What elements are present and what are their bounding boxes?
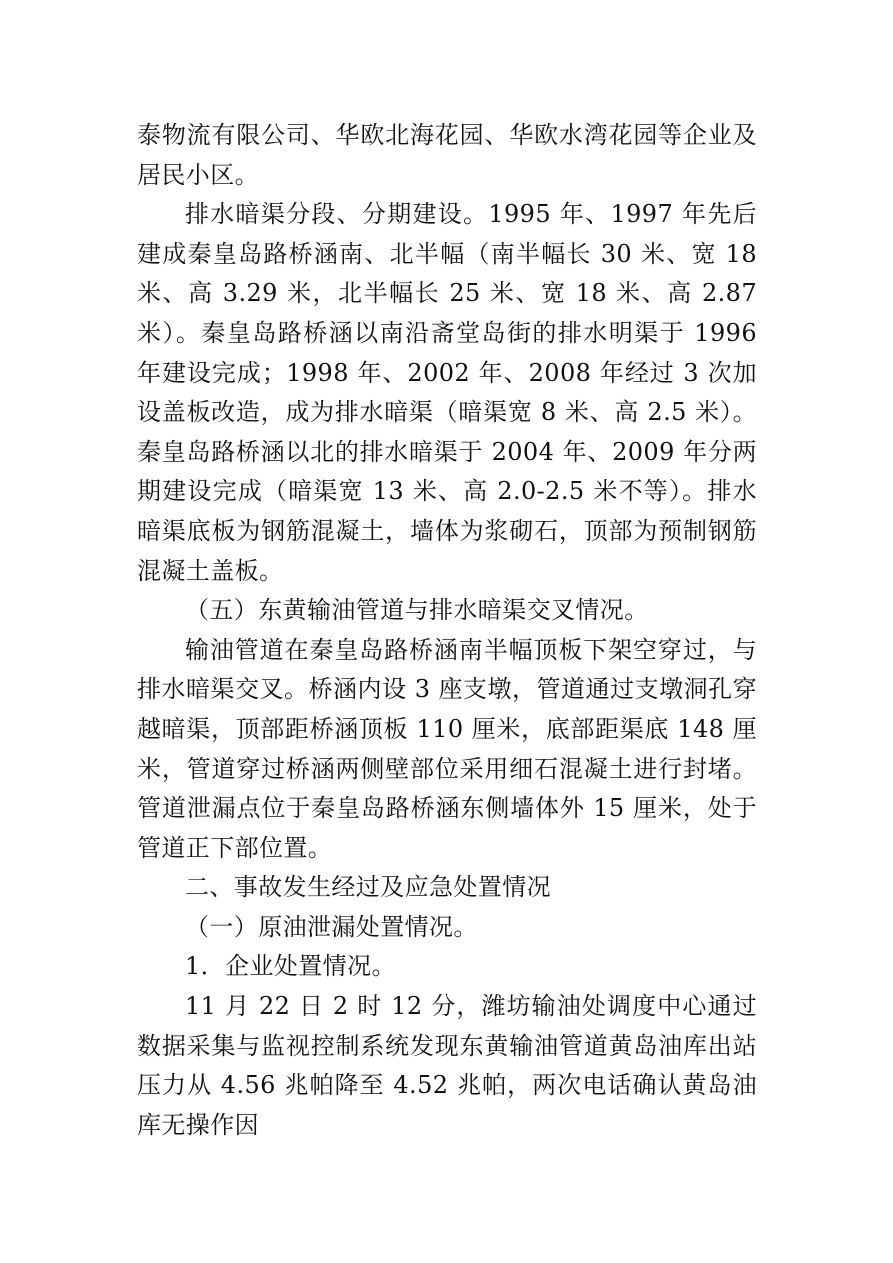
document-body <box>137 116 757 1145</box>
paragraph-drainage-construction: 排水暗渠分段、分期建设。1995 年、1997 年先后建成秦皇岛路桥涵南、北半幅（南半幅长 30 米、宽 18 米、高 3.29 米，北半幅长 25 米、宽 18 米、高 2.87 米）。秦皇岛路桥涵以南沿斋堂岛街的排水明渠于 1996 年建设完成；1998 年、2002 年、2008 年经过 3 次加设盖板改造，成为排水暗渠（暗渠宽 8 米、高 2.5 米）。秦皇岛路桥涵以北的排水暗渠于 2004 年、2009 年分两期建设完成（暗渠宽 13 米、高 2.0-2.5 米不等）。排水暗渠底板为钢筋混凝土，墙体为浆砌石，顶部为预制钢筋混凝土盖板。 <box>137 200 757 585</box>
section-heading-pipeline-crossing: （五）东黄输油管道与排水暗渠交叉情况。 <box>185 596 649 625</box>
paragraph-enterprise-response: 11 月 22 日 2 时 12 分，潍坊输油处调度中心通过数据采集与监视控制系统发现东黄输油管道黄岛油库出站压力从 4.56 兆帕降至 4.52 兆帕，两次电话确认黄岛油库无操作因 <box>137 992 757 1139</box>
subsection-heading-enterprise-response: 1．企业处置情况。 <box>185 952 396 981</box>
subsection-heading-oil-leak: （一）原油泄漏处置情况。 <box>185 912 478 941</box>
paragraph-continuation: 泰物流有限公司、华欧北海花园、华欧水湾花园等企业及居民小区。 <box>137 121 757 189</box>
section-heading-accident-process: 二、事故发生经过及应急处置情况 <box>185 873 551 902</box>
paragraph-pipeline-crossing: 输油管道在秦皇岛路桥涵南半幅顶板下架空穿过，与排水暗渠交叉。桥涵内设 3 座支墩，管道通过支墩洞孔穿越暗渠，顶部距桥涵顶板 110 厘米，底部距渠底 148 厘米，管道穿过桥涵两侧壁部位采用细石混凝土进行封堵。管道泄漏点位于秦皇岛路桥涵东侧墙体外 15 厘米，处于管道正下部位置。 <box>137 635 757 862</box>
